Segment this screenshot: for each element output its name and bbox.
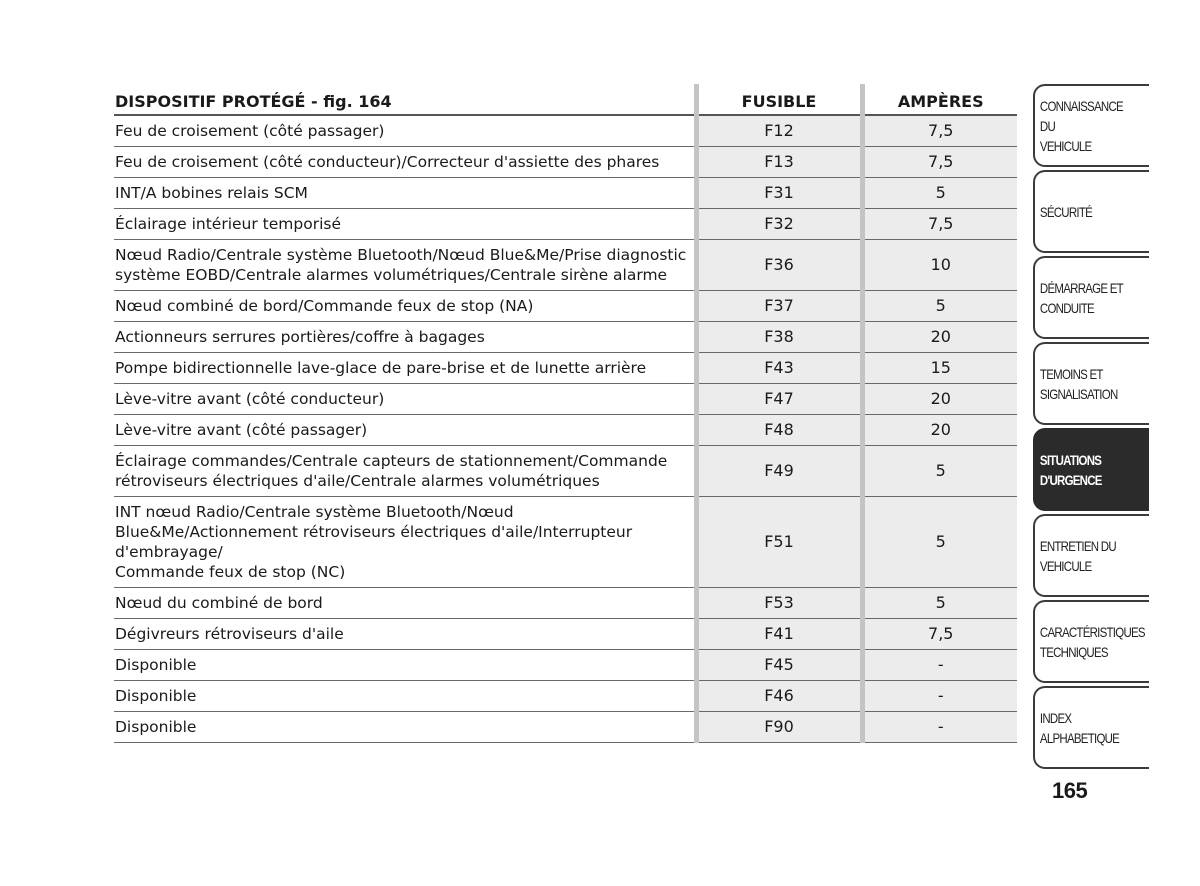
chapter-tab[interactable] bbox=[1033, 514, 1149, 597]
row-amps-cell: - bbox=[862, 681, 1017, 712]
table-row bbox=[114, 322, 1017, 353]
row-amps-cell: - bbox=[862, 712, 1017, 743]
row-amps-cell: 5 bbox=[862, 497, 1017, 588]
table-row bbox=[114, 650, 1017, 681]
row-device-cell: Disponible bbox=[114, 712, 696, 743]
row-amps-cell: 15 bbox=[862, 353, 1017, 384]
chapter-tab-label: SITUATIONS D'URGENCE bbox=[1039, 451, 1102, 488]
row-fuse-cell: F36 bbox=[696, 240, 862, 291]
row-device-cell: Dégivreurs rétroviseurs d'aile bbox=[114, 619, 696, 650]
row-fuse-cell: F90 bbox=[696, 712, 862, 743]
row-amps-cell: 5 bbox=[862, 178, 1017, 209]
chapter-tab-label: TEMOINS ET SIGNALISATION bbox=[1039, 365, 1118, 402]
row-device-cell: Pompe bidirectionnelle lave-glace de pare-brise et de lunette arrière bbox=[114, 353, 696, 384]
row-amps-cell: 5 bbox=[862, 291, 1017, 322]
chapter-tab[interactable] bbox=[1033, 600, 1149, 683]
table-row bbox=[114, 209, 1017, 240]
row-device-cell: Disponible bbox=[114, 650, 696, 681]
row-fuse-cell: F13 bbox=[696, 147, 862, 178]
row-device-cell: Lève-vitre avant (côté conducteur) bbox=[114, 384, 696, 415]
chapter-tab[interactable] bbox=[1033, 342, 1149, 425]
table-row bbox=[114, 619, 1017, 650]
row-amps-cell: 7,5 bbox=[862, 209, 1017, 240]
row-fuse-cell: F51 bbox=[696, 497, 862, 588]
header-amps: AMPÈRES bbox=[862, 84, 1017, 115]
row-amps-cell: 7,5 bbox=[862, 147, 1017, 178]
chapter-tab-label: SÉCURITÉ bbox=[1039, 203, 1093, 220]
table-row bbox=[114, 384, 1017, 415]
row-device-cell: Lève-vitre avant (côté passager) bbox=[114, 415, 696, 446]
row-device-cell: Disponible bbox=[114, 681, 696, 712]
row-device-cell: Éclairage commandes/Centrale capteurs de stationnement/Commande rétroviseurs électriques d'aile/Centrale alarmes volumétriques bbox=[114, 446, 696, 497]
row-device-cell: INT nœud Radio/Centrale système Bluetooth/Nœud Blue&Me/Actionnement rétroviseurs électriques d'aile/Interrupteur d'embrayage/ Commande feux de stop (NC) bbox=[114, 497, 696, 588]
row-device-cell: INT/A bobines relais SCM bbox=[114, 178, 696, 209]
row-fuse-cell: F37 bbox=[696, 291, 862, 322]
row-amps-cell: 20 bbox=[862, 322, 1017, 353]
table-row bbox=[114, 353, 1017, 384]
chapter-tabs bbox=[1033, 84, 1149, 772]
row-fuse-cell: F41 bbox=[696, 619, 862, 650]
row-fuse-cell: F31 bbox=[696, 178, 862, 209]
row-amps-cell: - bbox=[862, 650, 1017, 681]
table-row bbox=[114, 240, 1017, 291]
row-amps-cell: 5 bbox=[862, 588, 1017, 619]
row-fuse-cell: F45 bbox=[696, 650, 862, 681]
row-fuse-cell: F43 bbox=[696, 353, 862, 384]
table-row bbox=[114, 291, 1017, 322]
table-row bbox=[114, 497, 1017, 588]
row-amps-cell: 5 bbox=[862, 446, 1017, 497]
row-amps-cell: 10 bbox=[862, 240, 1017, 291]
row-fuse-cell: F49 bbox=[696, 446, 862, 497]
row-amps-cell: 7,5 bbox=[862, 115, 1017, 147]
row-fuse-cell: F53 bbox=[696, 588, 862, 619]
header-fuse: FUSIBLE bbox=[696, 84, 862, 115]
table-row bbox=[114, 115, 1017, 147]
table-row bbox=[114, 681, 1017, 712]
fuse-table bbox=[114, 84, 1017, 743]
row-device-cell: Feu de croisement (côté conducteur)/Correcteur d'assiette des phares bbox=[114, 147, 696, 178]
table-row bbox=[114, 415, 1017, 446]
header-device: DISPOSITIF PROTÉGÉ - fig. 164 bbox=[114, 84, 696, 115]
row-amps-cell: 20 bbox=[862, 384, 1017, 415]
row-device-cell: Actionneurs serrures portières/coffre à bagages bbox=[114, 322, 696, 353]
row-fuse-cell: F46 bbox=[696, 681, 862, 712]
row-fuse-cell: F38 bbox=[696, 322, 862, 353]
row-fuse-cell: F48 bbox=[696, 415, 862, 446]
chapter-tab-label: CONNAISSANCE DU VEHICULE bbox=[1039, 97, 1123, 154]
chapter-tab[interactable] bbox=[1033, 428, 1149, 511]
chapter-tab-label: ENTRETIEN DU VEHICULE bbox=[1039, 537, 1116, 574]
page-number: 165 bbox=[1052, 778, 1088, 803]
row-fuse-cell: F47 bbox=[696, 384, 862, 415]
row-amps-cell: 7,5 bbox=[862, 619, 1017, 650]
table-row bbox=[114, 446, 1017, 497]
chapter-tab-label: DÉMARRAGE ET CONDUITE bbox=[1039, 279, 1123, 316]
row-device-cell: Nœud du combiné de bord bbox=[114, 588, 696, 619]
chapter-tab[interactable] bbox=[1033, 84, 1149, 167]
chapter-tab-label: CARACTÉRISTIQUES TECHNIQUES bbox=[1039, 623, 1145, 660]
table-row bbox=[114, 712, 1017, 743]
table-row bbox=[114, 588, 1017, 619]
chapter-tab[interactable] bbox=[1033, 256, 1149, 339]
row-device-cell: Nœud combiné de bord/Commande feux de stop (NA) bbox=[114, 291, 696, 322]
row-device-cell: Feu de croisement (côté passager) bbox=[114, 115, 696, 147]
table-body bbox=[114, 115, 1017, 743]
row-device-cell: Nœud Radio/Centrale système Bluetooth/Nœud Blue&Me/Prise diagnostic système EOBD/Centrale alarmes volumétriques/Centrale sirène alarme bbox=[114, 240, 696, 291]
chapter-tab-label: INDEX ALPHABETIQUE bbox=[1039, 709, 1120, 746]
row-amps-cell: 20 bbox=[862, 415, 1017, 446]
table-row bbox=[114, 178, 1017, 209]
chapter-tab[interactable] bbox=[1033, 686, 1149, 769]
table-header-row bbox=[114, 84, 1017, 115]
row-fuse-cell: F12 bbox=[696, 115, 862, 147]
chapter-tab[interactable] bbox=[1033, 170, 1149, 253]
row-device-cell: Éclairage intérieur temporisé bbox=[114, 209, 696, 240]
table-row bbox=[114, 147, 1017, 178]
row-fuse-cell: F32 bbox=[696, 209, 862, 240]
